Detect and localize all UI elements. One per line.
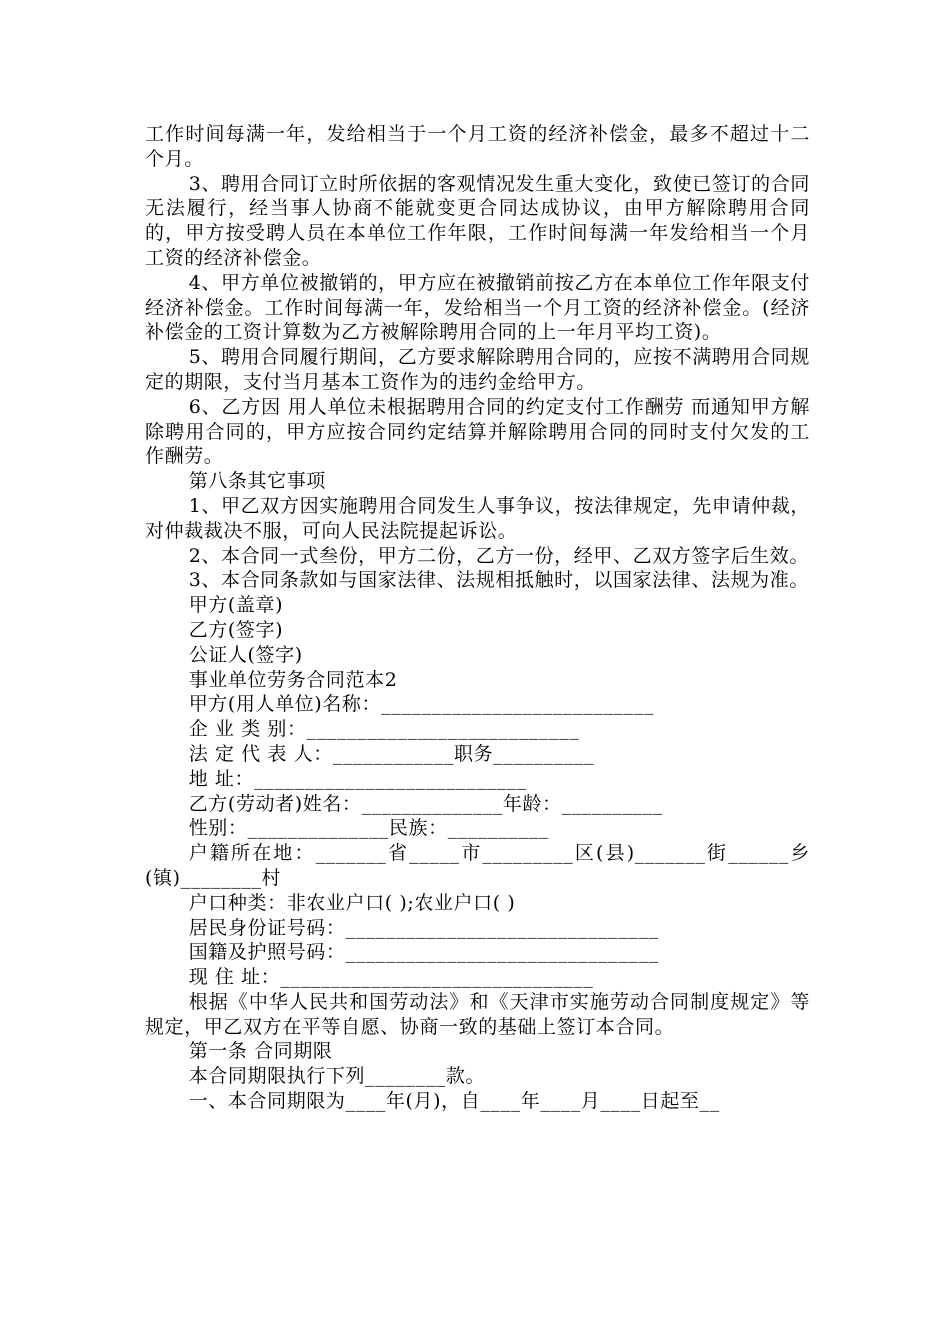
document-paragraph: 一、本合同期限为____年(月)，自____年____月____日起至__ <box>188 1090 720 1113</box>
document-paragraph: 2、本合同一式叁份，甲方二份，乙方一份，经甲、乙双方签字后生效。 <box>188 544 809 567</box>
document-paragraph: 居民身份证号码：_______________________________ <box>188 916 659 939</box>
document-paragraph: 3、聘用合同订立时所依据的客观情况发生重大变化，致使已签订的合同无法履行，经当事人协商不能就变更合同达成协议，由甲方解除聘用合同的，甲方按受聘人员在本单位工作年限，工作时间每满一年发给相当一个月工资的经济补偿金。 <box>145 172 810 269</box>
document-paragraph: 5、聘用合同履行期间，乙方要求解除聘用合同的，应按不满聘用合同规定的期限，支付当月基本工资作为的违约金给甲方。 <box>145 346 810 393</box>
document-paragraph: 3、本合同条款如与国家法律、法规相抵触时，以国家法律、法规为准。 <box>188 569 809 592</box>
document-paragraph: 法 定 代 表 人：____________职务__________ <box>188 742 595 765</box>
document-paragraph: 公证人(签字) <box>188 643 303 666</box>
document-paragraph: 户籍所在地：_______省_____市_________区(县)_______街______乡(镇)________村 <box>145 842 810 889</box>
document-paragraph: 现 住 址：_______________________________ <box>188 966 594 989</box>
document-paragraph: 乙方(劳动者)姓名：______________年龄：__________ <box>188 792 663 815</box>
document-body <box>145 122 810 1114</box>
document-paragraph: 企 业 类 别：___________________________ <box>188 718 580 741</box>
document-paragraph: 根据《中华人民共和国劳动法》和《天津市实施劳动合同制度规定》等规定，甲乙双方在平等自愿、协商一致的基础上签订本合同。 <box>145 990 810 1038</box>
document-paragraph: 事业单位劳务合同范本2 <box>188 668 398 691</box>
document-paragraph: 乙方(签字) <box>188 618 284 641</box>
document-paragraph: 户口种类：非农业户口( );农业户口( ) <box>188 891 516 914</box>
document-paragraph: 6、乙方因 用人单位未根据聘用合同的约定支付工作酬劳 而通知甲方解除聘用合同的，甲方应按合同约定结算并解除聘用合同的同时支付欠发的工作酬劳。 <box>145 395 810 468</box>
document-paragraph: 第一条 合同期限 <box>188 1040 333 1063</box>
document-paragraph: 工作时间每满一年，发给相当于一个月工资的经济补偿金，最多不超过十二个月。 <box>145 123 810 170</box>
document-paragraph: 4、甲方单位被撤销的，甲方应在被撤销前按乙方在本单位工作年限支付经济补偿金。工作时间每满一年，发给相当一个月工资的经济补偿金。(经济补偿金的工资计算数为乙方被解除聘用合同的上一年月平均工资)。 <box>145 271 810 344</box>
document-paragraph: 第八条其它事项 <box>188 470 326 493</box>
document-paragraph: 本合同期限执行下列________款。 <box>188 1065 486 1088</box>
document-paragraph: 甲方(用人单位)名称：___________________________ <box>188 693 654 716</box>
document-paragraph: 甲方(盖章) <box>188 594 284 617</box>
document-paragraph: 性别：______________民族：__________ <box>188 817 549 840</box>
document-paragraph: 地 址：___________________________ <box>188 767 527 790</box>
document-paragraph: 1、甲乙双方因实施聘用合同发生人事争议，按法律规定，先申请仲裁，对仲裁裁决不服，可向人民法院提起诉讼。 <box>145 494 810 542</box>
document-paragraph: 国籍及护照号码：_______________________________ <box>188 941 659 964</box>
